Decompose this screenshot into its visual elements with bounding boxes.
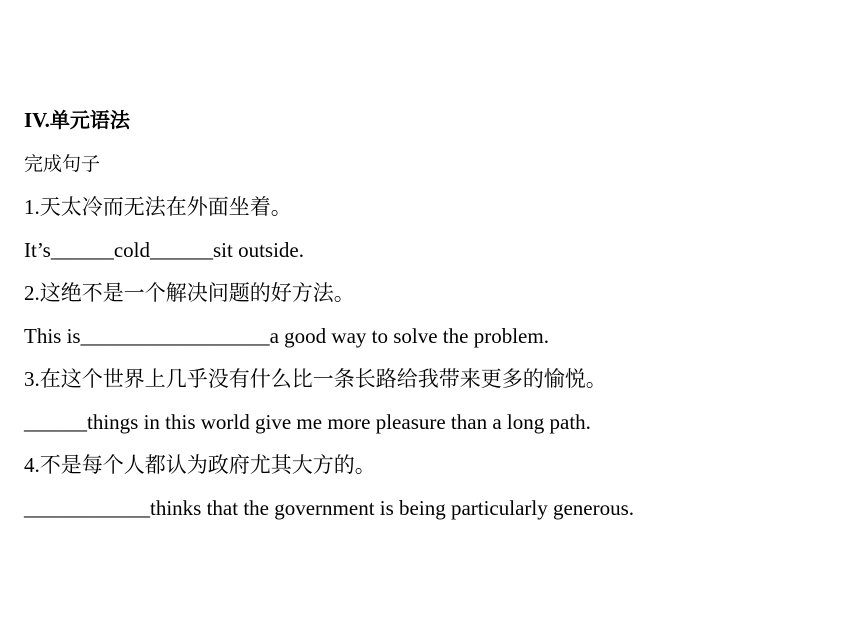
item-1-prompt-text: 1.天太冷而无法在外面坐着。 <box>24 195 292 219</box>
item-4-prompt <box>24 451 376 479</box>
section-subtitle: 完成句子 <box>24 153 101 175</box>
item-4-answer-line: ____________thinks that the government is being particularly generous. <box>24 496 635 520</box>
item-3-prompt-text: 3.在这个世界上几乎没有什么比一条长路给我带来更多的愉悦。 <box>24 367 607 391</box>
section-heading <box>24 106 130 134</box>
item-3-answer-line: ______things in this world give me more pleasure than a long path. <box>24 410 591 434</box>
item-2-prompt <box>24 279 355 307</box>
item-3-prompt <box>24 365 607 393</box>
item-1-answer-line: It’s______cold______sit outside. <box>24 238 304 262</box>
item-4-prompt-text: 4.不是每个人都认为政府尤其大方的。 <box>24 453 376 477</box>
item-1-prompt <box>24 193 292 221</box>
item-2-prompt-text: 2.这绝不是一个解决问题的好方法。 <box>24 281 355 305</box>
section-heading-text: 单元语法 <box>49 108 130 132</box>
section-heading-prefix: IV. <box>24 108 50 132</box>
item-2-answer-line: This is__________________a good way to solve the problem. <box>24 324 549 348</box>
